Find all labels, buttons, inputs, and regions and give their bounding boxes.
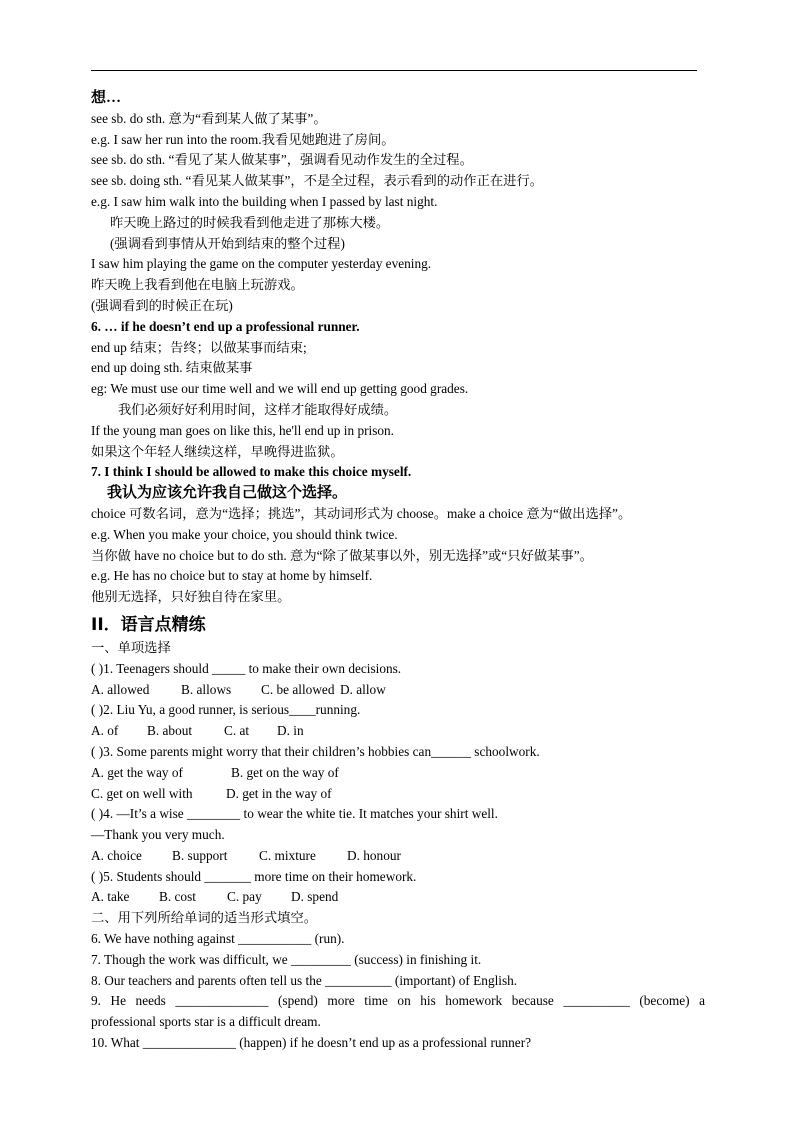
example-note: (强调看到事情从开始到结束的整个过程) [110,235,345,251]
heading-continued: 想… [91,90,122,106]
question-4: ( )4. —It’s a wise ________ to wear the white tie. It matches your shirt well. [91,806,498,822]
option-b[interactable]: B. get on the way of [231,764,339,780]
option-a[interactable]: A. get the way of [91,764,183,780]
option-c[interactable]: C. be allowed [261,681,335,697]
example-line: eg: We must use our time well and we will end up getting good grades. [91,381,469,397]
example-line: I saw him playing the game on the computer yesterday evening. [91,256,432,272]
question-2: ( )2. Liu Yu, a good runner, is serious____running. [91,702,361,718]
option-d[interactable]: D. spend [291,889,339,905]
part-heading: 一、单项选择 [91,639,171,655]
question-5: ( )5. Students should _______ more time on their homework. [91,868,417,884]
option-b[interactable]: B. support [172,847,228,863]
language-point-7: 7. I think I should be allowed to make this choice myself. [91,464,412,480]
note-line: 当你做 have no choice but to do sth. 意为“除了做某事以外，别无选择”或“只好做某事”。 [91,547,593,563]
example-line: e.g. I saw her run into the room.我看见她跑进了房间。 [91,131,395,147]
option-d[interactable]: D. in [277,723,304,739]
document-page [91,88,705,1054]
example-line: e.g. I saw him walk into the building when I passed by last night. [91,193,438,209]
fill-question-10: 10. What ______________ (happen) if he doesn’t end up as a professional runner? [91,1035,532,1051]
fill-question-8: 8. Our teachers and parents often tell us the __________ (important) of English. [91,972,518,988]
options-row [91,887,705,908]
fill-question-9: 9. He needs ______________ (spend) more time on his homework because __________ (become) a [91,993,705,1009]
example-line: If the young man goes on like this, he'll end up in prison. [91,422,395,438]
fill-question-6: 6. We have nothing against ___________ (run). [91,931,345,947]
option-d[interactable]: D. honour [347,847,401,863]
option-d[interactable]: D. get in the way of [226,785,332,801]
note-line: see sb. do sth. “看见了某人做某事”，强调看见动作发生的全过程。 [91,152,473,168]
question-3: ( )3. Some parents might worry that their children’s hobbies can______ schoolwork. [91,743,540,759]
option-c[interactable]: C. pay [227,889,262,905]
option-b[interactable]: B. cost [159,889,196,905]
header-rule [91,70,697,71]
note-line: end up 结束；告终；以做某事而结束; [91,339,307,355]
note-line: see sb. do sth. 意为“看到某人做了某事”。 [91,110,327,126]
option-a[interactable]: A. allowed [91,681,150,697]
option-a[interactable]: A. choice [91,847,142,863]
options-row [91,680,705,701]
section-title: II．语言点精练 [91,614,206,635]
example-translation: 昨天晚上路过的时候我看到他走进了那栋大楼。 [110,214,390,230]
question-1: ( )1. Teenagers should _____ to make their own decisions. [91,660,402,676]
option-c[interactable]: C. get on well with [91,785,193,801]
example-line: e.g. He has no choice but to stay at home by himself. [91,568,373,584]
options-row [91,721,705,742]
options-row [91,784,705,805]
option-b[interactable]: B. about [147,723,193,739]
note-line: choice 可数名词，意为“选择；挑选”，其动词形式为 choose。make a choice 意为“做出选择”。 [91,505,632,521]
fill-question-9-continued: professional sports star is a difficult dream. [91,1014,321,1030]
example-translation: 昨天晚上我看到他在电脑上玩游戏。 [91,277,304,293]
option-b[interactable]: B. allows [181,681,232,697]
part-heading: 二、用下列所给单词的适当形式填空。 [91,910,318,926]
example-translation: 我们必须好好利用时间，这样才能取得好成绩。 [118,401,398,417]
options-row [91,763,705,784]
fill-question-7: 7. Though the work was difficult, we _________ (success) in finishing it. [91,951,482,967]
example-translation: 如果这个年轻人继续这样，早晚得进监狱。 [91,443,344,459]
option-c[interactable]: C. mixture [259,847,316,863]
note-line: end up doing sth. 结束做某事 [91,360,253,376]
option-d[interactable]: D. allow [340,681,386,697]
options-row [91,846,705,867]
example-line: e.g. When you make your choice, you should think twice. [91,526,398,542]
option-c[interactable]: C. at [224,723,250,739]
option-a[interactable]: A. of [91,723,119,739]
example-translation: 他别无选择，只好独自待在家里。 [91,589,291,605]
language-point-6: 6. … if he doesn’t end up a professional runner. [91,318,360,334]
example-note: (强调看到的时候正在玩) [91,297,233,313]
note-line: see sb. doing sth. “看见某人做某事”，不是全过程，表示看到的动作正在进行。 [91,173,544,189]
dialogue-reply: —Thank you very much. [91,827,225,843]
option-a[interactable]: A. take [91,889,130,905]
language-point-7-translation: 我认为应该允许我自己做这个选择。 [107,485,348,502]
